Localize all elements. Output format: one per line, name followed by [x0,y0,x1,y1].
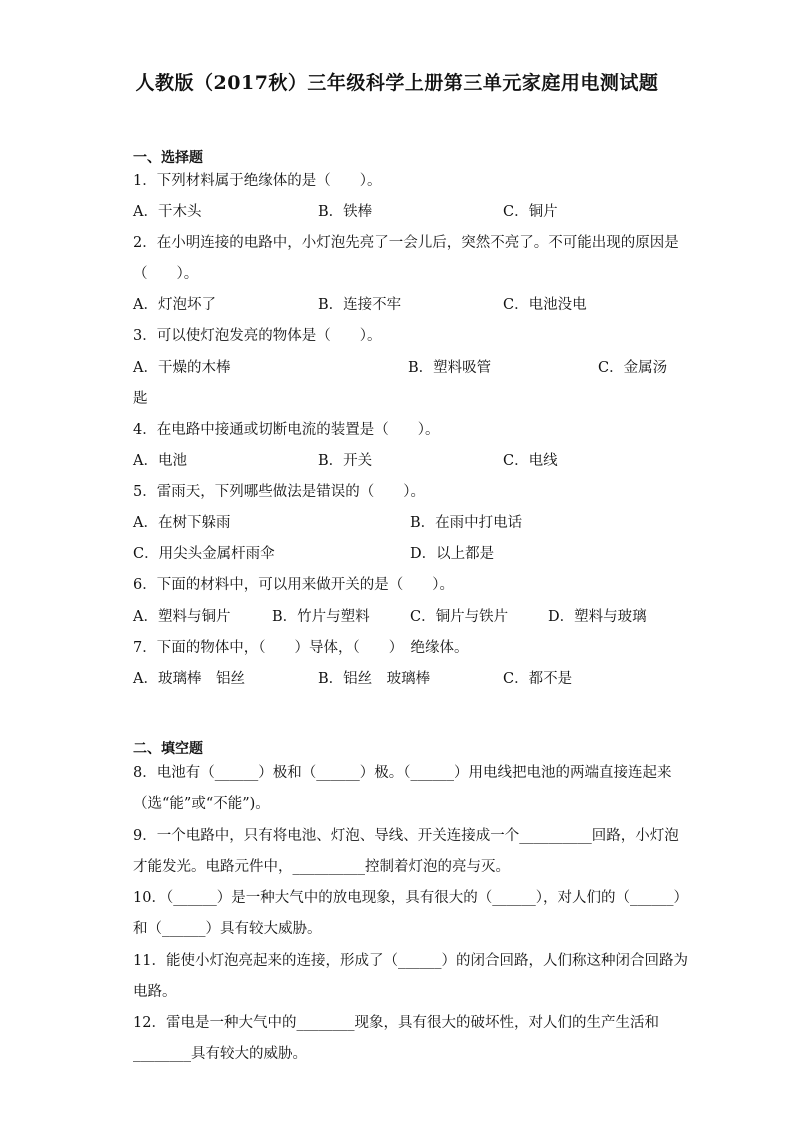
question-12: 12．雷电是一种大气中的________现象，具有很大的破坏性，对人们的生产生活和 [133,1015,659,1031]
q6-option-d: D．塑料与玻璃 [548,609,647,625]
q1-option-a: A．干木头 [133,204,202,220]
question-12-cont: ________具有较大的威胁。 [133,1046,307,1062]
question-10: 10．（______）是一种大气中的放电现象，具有很大的（______），对人们的（______） [133,890,688,906]
q4-option-c: C．电线 [503,453,558,469]
question-4: 4．在电路中接通或切断电流的装置是（ ）。 [133,422,440,438]
question-9: 9．一个电路中，只有将电池、灯泡、导线、开关连接成一个__________回路，小灯泡 [133,828,679,844]
q1-option-b: B．铁棒 [318,204,373,220]
q6-option-c: C．铜片与铁片 [410,609,509,625]
q2-option-b: B．连接不牢 [318,297,402,313]
q4-option-a: A．电池 [133,453,187,469]
question-2: 2．在小明连接的电路中，小灯泡先亮了一会儿后，突然不亮了。不可能出现的原因是 [133,235,679,251]
q3-option-c: C．金属汤 [598,360,668,376]
q7-option-c: C．都不是 [503,671,573,687]
section-multiple-choice: 一、选择题 [133,150,203,166]
question-11: 11．能使小灯泡亮起来的连接，形成了（______）的闭合回路，人们称这种闭合回路为 [133,953,688,969]
q5-option-b: B．在雨中打电话 [410,515,523,531]
question-5: 5．雷雨天，下列哪些做法是错误的（ ）。 [133,484,425,500]
question-2-cont: （ ）。 [133,266,199,282]
q7-option-a: A．玻璃棒 铝丝 [133,671,245,687]
question-3: 3．可以使灯泡发亮的物体是（ ）。 [133,328,382,344]
q7-option-b: B．铝丝 玻璃棒 [318,671,431,687]
q3-option-c-cont: 匙 [133,391,148,407]
question-8: 8．电池有（______）极和（______）极。（______）用电线把电池的两端直接连起来 [133,765,672,781]
question-9-cont: 才能发光。电路元件中，__________控制着灯泡的亮与灭。 [133,859,510,875]
q5-option-d: D．以上都是 [410,546,495,562]
question-11-cont: 电路。 [133,984,177,1000]
question-8-cont: （选“能”或“不能”)。 [133,796,270,812]
q5-option-a: A．在树下躲雨 [133,515,231,531]
question-7: 7．下面的物体中，（ ）导体，（ ） 绝缘体。 [133,640,469,656]
question-10-cont: 和（______）具有较大威胁。 [133,921,322,937]
q3-option-b: B．塑料吸管 [408,360,492,376]
q4-option-b: B．开关 [318,453,373,469]
q6-option-b: B．竹片与塑料 [272,609,370,625]
page-title: 人教版（2017秋）三年级科学上册第三单元家庭用电测试题 [135,72,659,94]
section-fill-in: 二、填空题 [133,741,203,757]
q6-option-a: A．塑料与铜片 [133,609,231,625]
q2-option-a: A．灯泡坏了 [133,297,216,313]
q2-option-c: C．电池没电 [503,297,587,313]
q3-option-a: A．干燥的木棒 [133,360,231,376]
q5-option-c: C．用尖头金属杆雨伞 [133,546,275,562]
q1-option-c: C．铜片 [503,204,558,220]
question-6: 6．下面的材料中，可以用来做开关的是（ ）。 [133,577,454,593]
question-1: 1．下列材料属于绝缘体的是（ ）。 [133,173,382,189]
